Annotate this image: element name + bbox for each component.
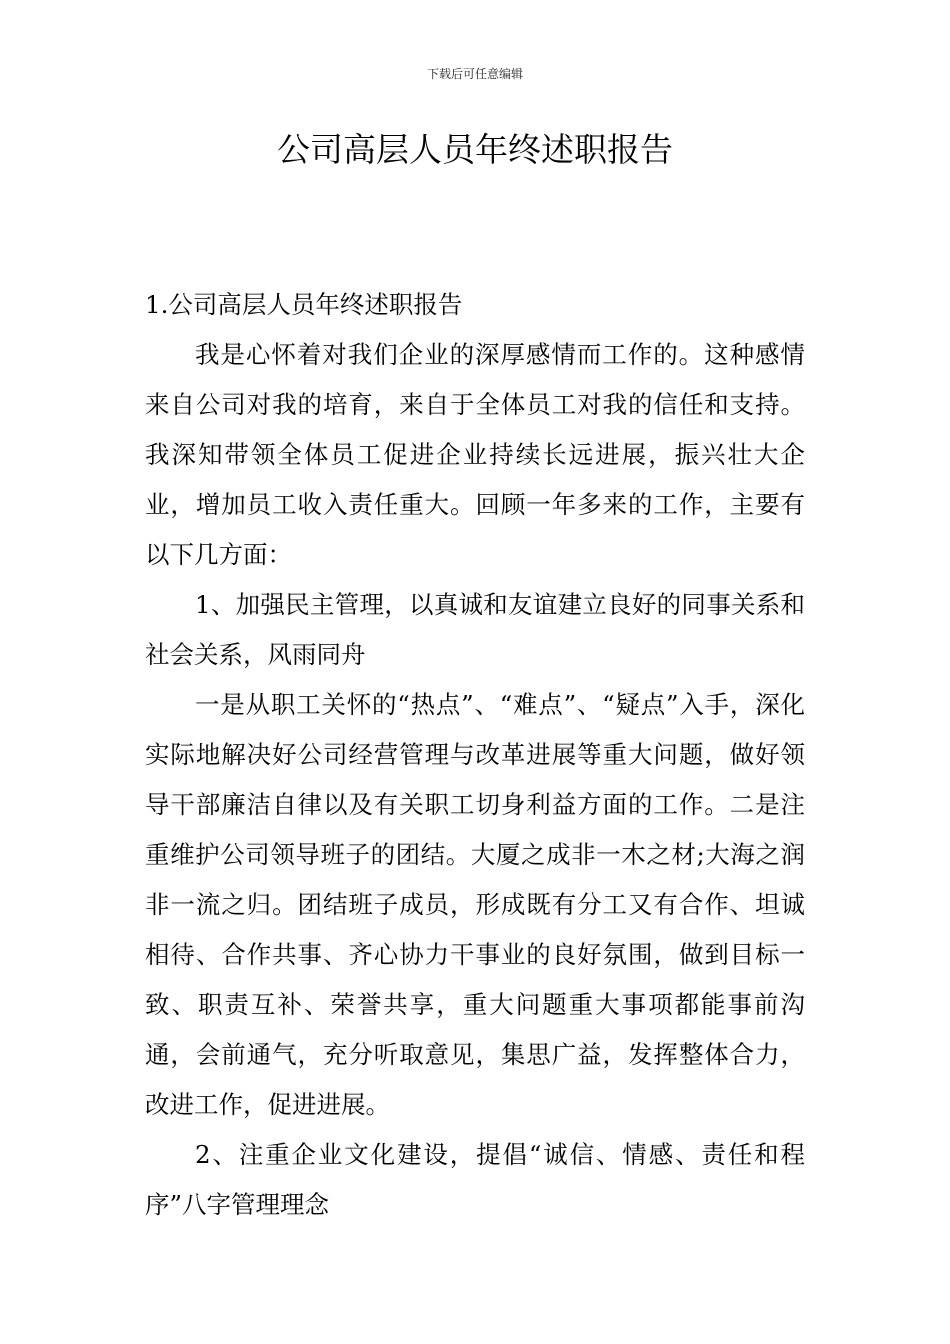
page-title: 公司高层人员年终述职报告 — [277, 130, 673, 169]
paragraph-point-2: 2、注重企业文化建设，提倡“诚信、情感、责任和程序”八字管理理念 — [145, 1140, 805, 1219]
paragraph-intro: 我是心怀着对我们企业的深厚感情而工作的。这种感情来自公司对我的培育，来自于全体员工对我的信任和支持。我深知带领全体员工促进企业持续长远进展，振兴壮大企业，增加员工收入责任重大。回顾一年多来的工作，主要有以下几方面： — [145, 340, 805, 569]
paragraph-point-1: 1、加强民主管理，以真诚和友谊建立良好的同事关系和社会关系，风雨同舟 — [145, 590, 805, 669]
section-heading: 1.公司高层人员年终述职报告 — [145, 290, 463, 319]
paragraph-point-1-detail: 一是从职工关怀的“热点”、“难点”、“疑点”入手，深化实际地解决好公司经营管理与改革进展等重大问题，做好领导干部廉洁自律以及有关职工切身利益方面的工作。二是注重维护公司领导班子的团结。大厦之成非一木之材;大海之润非一流之归。团结班子成员，形成既有分工又有合作、坦诚相待、合作共事、齐心协力干事业的良好氛围，做到目标一致、职责互补、荣誉共享，重大问题重大事项都能事前沟通，会前通气，充分听取意见，集思广益，发挥整体合力，改进工作，促进进展。 — [145, 690, 805, 1119]
header-note: 下载后可任意编辑 — [426, 67, 523, 81]
document-body — [145, 280, 805, 1230]
